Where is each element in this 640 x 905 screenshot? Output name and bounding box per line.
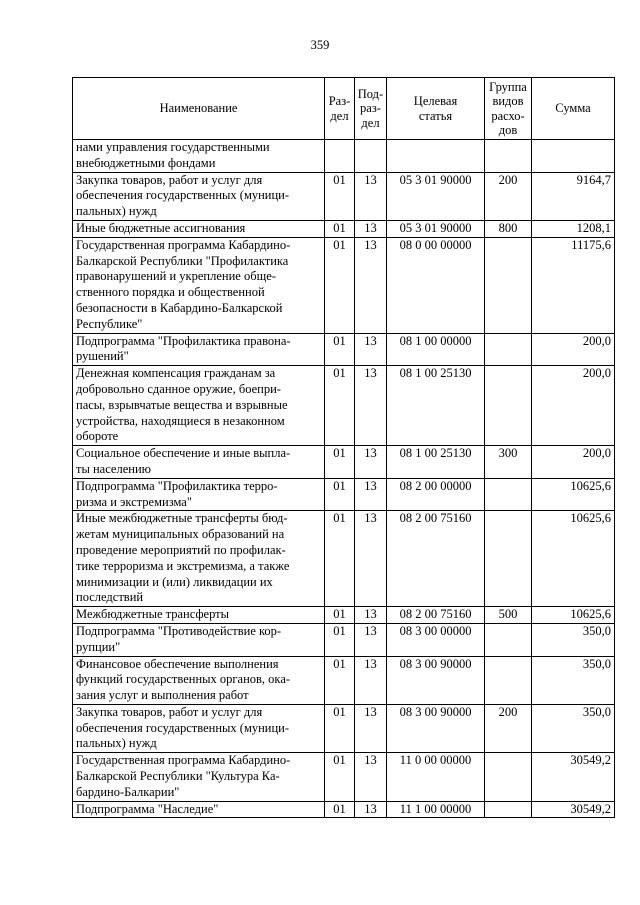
cell-section: 01 [325, 366, 355, 446]
table-row [73, 478, 615, 511]
cell-expense-group [485, 140, 532, 173]
cell-target-article: 11 1 00 00000 [387, 801, 485, 818]
cell-section: 01 [325, 656, 355, 704]
table-row [73, 220, 615, 237]
cell-target-article: 08 3 00 90000 [387, 656, 485, 704]
cell-section: 01 [325, 801, 355, 818]
header-name: Наименование [73, 78, 325, 140]
cell-sum: 350,0 [532, 623, 615, 656]
cell-section: 01 [325, 478, 355, 511]
cell-expense-group: 300 [485, 446, 532, 479]
cell-section: 01 [325, 446, 355, 479]
table-body [73, 140, 615, 818]
cell-name: Подпрограмма "Наследие" [73, 801, 325, 818]
cell-expense-group [485, 656, 532, 704]
header-target-article: Целевая статья [387, 78, 485, 140]
cell-target-article: 08 1 00 25130 [387, 366, 485, 446]
cell-sum: 350,0 [532, 656, 615, 704]
cell-sum: 11175,6 [532, 237, 615, 333]
cell-section: 01 [325, 623, 355, 656]
cell-subsection: 13 [355, 607, 387, 624]
cell-sum: 30549,2 [532, 801, 615, 818]
cell-subsection: 13 [355, 623, 387, 656]
header-subsection: Под- раз- дел [355, 78, 387, 140]
table-row [73, 366, 615, 446]
header-section: Раз- дел [325, 78, 355, 140]
cell-section: 01 [325, 511, 355, 607]
cell-target-article: 08 1 00 25130 [387, 446, 485, 479]
cell-target-article [387, 140, 485, 173]
cell-subsection: 13 [355, 333, 387, 366]
page-number: 359 [310, 38, 330, 52]
cell-target-article: 08 3 00 90000 [387, 704, 485, 752]
table-row [73, 801, 615, 818]
header-sum: Сумма [532, 78, 615, 140]
cell-target-article: 08 0 00 00000 [387, 237, 485, 333]
cell-expense-group: 800 [485, 220, 532, 237]
cell-subsection: 13 [355, 753, 387, 801]
table-row [73, 623, 615, 656]
cell-expense-group [485, 511, 532, 607]
cell-sum: 200,0 [532, 333, 615, 366]
cell-sum: 9164,7 [532, 172, 615, 220]
cell-sum: 30549,2 [532, 753, 615, 801]
table-row [73, 511, 615, 607]
cell-name: Закупка товаров, работ и услуг для обеспечения государственных (муници- пальных) нужд [73, 704, 325, 752]
cell-section [325, 140, 355, 173]
cell-subsection: 13 [355, 237, 387, 333]
table-row [73, 172, 615, 220]
cell-section: 01 [325, 753, 355, 801]
table-row [73, 446, 615, 479]
cell-section: 01 [325, 333, 355, 366]
table-row [73, 656, 615, 704]
cell-target-article: 05 3 01 90000 [387, 220, 485, 237]
cell-subsection: 13 [355, 801, 387, 818]
cell-expense-group [485, 478, 532, 511]
cell-target-article: 08 3 00 00000 [387, 623, 485, 656]
cell-expense-group [485, 801, 532, 818]
table-row [73, 140, 615, 173]
cell-target-article: 11 0 00 00000 [387, 753, 485, 801]
cell-sum: 10625,6 [532, 478, 615, 511]
cell-name: Финансовое обеспечение выполнения функций государственных органов, ока- зания услуг и выполнения работ [73, 656, 325, 704]
cell-target-article: 08 2 00 75160 [387, 511, 485, 607]
cell-sum [532, 140, 615, 173]
cell-name: Денежная компенсация гражданам за добровольно сданное оружие, боепри- пасы, взрывчатые вещества и взрывные устройства, находящиеся в незаконном обороте [73, 366, 325, 446]
cell-name: Иные межбюджетные трансферты бюд- жетам муниципальных образований на проведение мероприятий по профилак- тике терроризма и экстремизма, а также минимизации и (или) ликвидации их последствий [73, 511, 325, 607]
cell-subsection: 13 [355, 220, 387, 237]
cell-subsection [355, 140, 387, 173]
cell-target-article: 08 1 00 00000 [387, 333, 485, 366]
cell-subsection: 13 [355, 366, 387, 446]
cell-target-article: 08 2 00 00000 [387, 478, 485, 511]
cell-name: Подпрограмма "Профилактика терро- ризма и экстремизма" [73, 478, 325, 511]
cell-section: 01 [325, 237, 355, 333]
cell-expense-group: 500 [485, 607, 532, 624]
cell-subsection: 13 [355, 656, 387, 704]
cell-expense-group [485, 623, 532, 656]
cell-target-article: 08 2 00 75160 [387, 607, 485, 624]
cell-name: Подпрограмма "Профилактика правона- рушений" [73, 333, 325, 366]
cell-name: Государственная программа Кабардино- Балкарской Республики "Профилактика правонарушений и укрепление обще- ственного порядка и общественной безопасности в Кабардино-Балкарской Республике" [73, 237, 325, 333]
cell-subsection: 13 [355, 172, 387, 220]
cell-name: Подпрограмма "Противодействие кор- рупции" [73, 623, 325, 656]
cell-sum: 10625,6 [532, 511, 615, 607]
cell-section: 01 [325, 220, 355, 237]
header-expense-group: Группа видов расхо- дов [485, 78, 532, 140]
cell-section: 01 [325, 172, 355, 220]
cell-expense-group [485, 753, 532, 801]
cell-subsection: 13 [355, 478, 387, 511]
cell-sum: 200,0 [532, 446, 615, 479]
table-row [73, 753, 615, 801]
cell-sum: 10625,6 [532, 607, 615, 624]
cell-expense-group: 200 [485, 172, 532, 220]
cell-name: Закупка товаров, работ и услуг для обеспечения государственных (муници- пальных) нужд [73, 172, 325, 220]
cell-expense-group: 200 [485, 704, 532, 752]
cell-expense-group [485, 333, 532, 366]
cell-name: Социальное обеспечение и иные выпла- ты населению [73, 446, 325, 479]
cell-sum: 1208,1 [532, 220, 615, 237]
cell-name: Государственная программа Кабардино- Балкарской Республики "Культура Ка- бардино-Балкарии" [73, 753, 325, 801]
cell-name: Иные бюджетные ассигнования [73, 220, 325, 237]
cell-sum: 200,0 [532, 366, 615, 446]
table-row [73, 333, 615, 366]
cell-expense-group [485, 237, 532, 333]
cell-subsection: 13 [355, 446, 387, 479]
cell-expense-group [485, 366, 532, 446]
cell-section: 01 [325, 607, 355, 624]
cell-section: 01 [325, 704, 355, 752]
table-row [73, 704, 615, 752]
cell-name: Межбюджетные трансферты [73, 607, 325, 624]
table-row [73, 237, 615, 333]
cell-name: нами управления государственными внебюджетными фондами [73, 140, 325, 173]
cell-subsection: 13 [355, 511, 387, 607]
cell-subsection: 13 [355, 704, 387, 752]
cell-target-article: 05 3 01 90000 [387, 172, 485, 220]
budget-table [72, 77, 615, 818]
header-row [73, 78, 615, 140]
cell-sum: 350,0 [532, 704, 615, 752]
table-row [73, 607, 615, 624]
